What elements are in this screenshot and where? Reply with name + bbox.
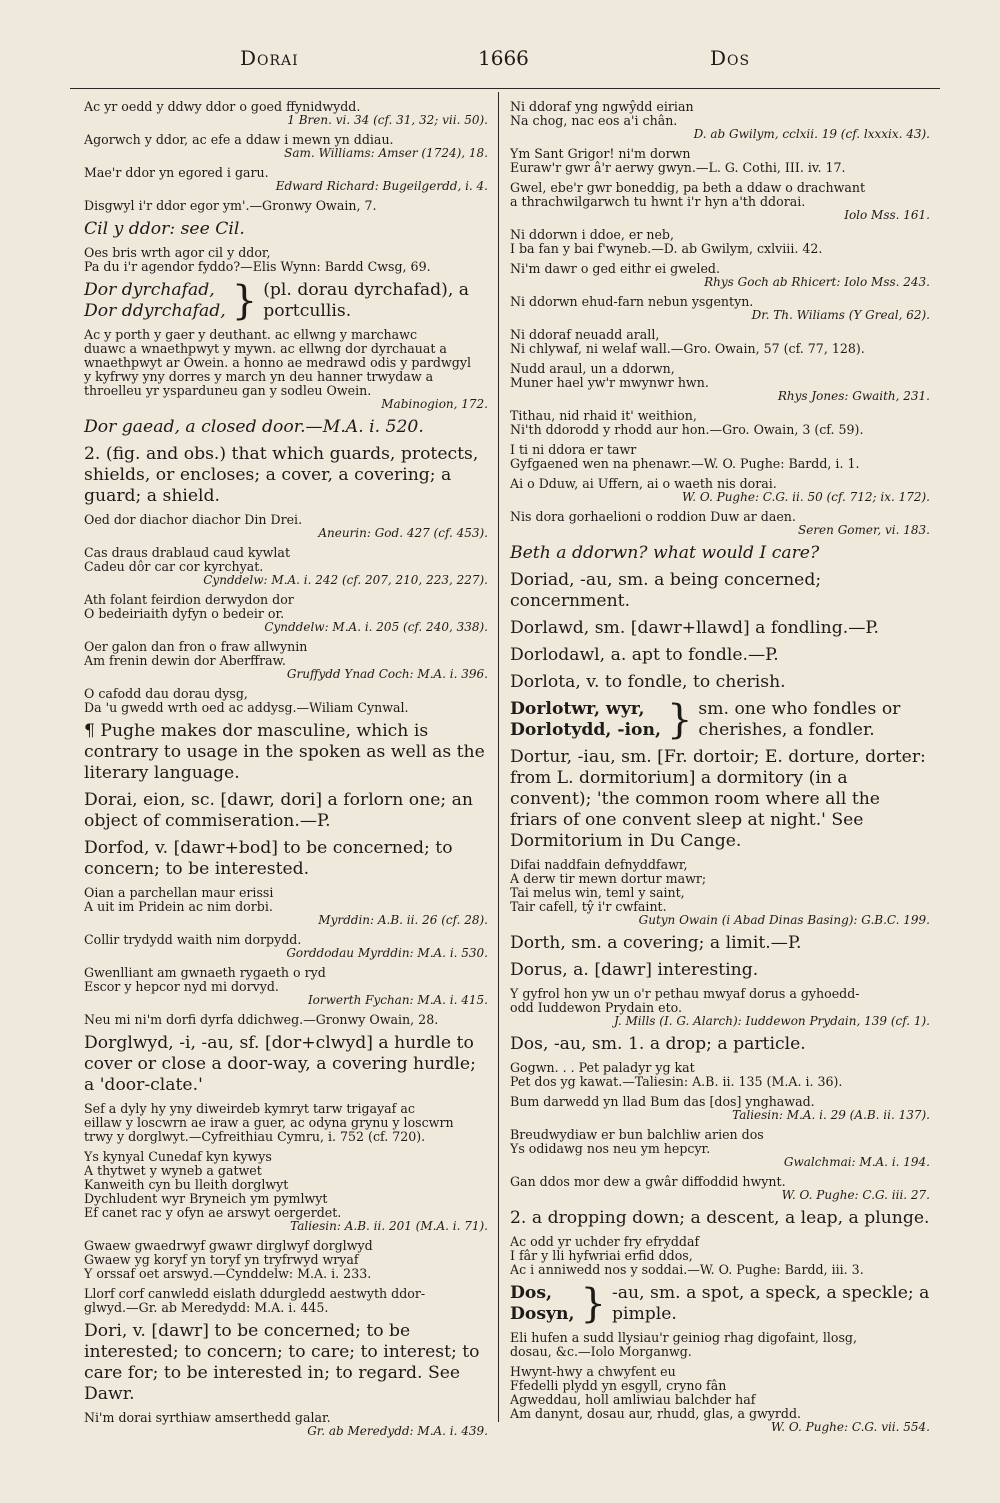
quote-line: Gwenlliant am gwnaeth rygaeth o ryd bbox=[84, 966, 326, 980]
page-header bbox=[60, 46, 940, 80]
quote-source: Gr. ab Meredydd: M.A. i. 439. bbox=[307, 1424, 488, 1438]
quotation bbox=[84, 100, 488, 127]
quote-source: Mabinogion, 172. bbox=[381, 397, 488, 411]
brace-glyph: } bbox=[580, 1281, 606, 1327]
headword-doriad: Doriad, -au, sm. a being concerned; concernment. bbox=[510, 570, 822, 611]
quotation bbox=[510, 858, 930, 927]
quote-line: Ni ddorwn i ddoe, er neb, bbox=[510, 228, 674, 242]
quotation bbox=[84, 593, 488, 634]
quote-line: Pa du i'r agendor fyddo?—Elis Wynn: Bardd Cwsg, 69. bbox=[84, 260, 431, 274]
quotation bbox=[84, 1287, 488, 1315]
quote-line: Oes bris wrth agor cil y ddor, bbox=[84, 246, 271, 260]
quote-line: Difai naddfain defnyddfawr, bbox=[510, 858, 688, 872]
quote-source: Edward Richard: Bugeilgerdd, i. 4. bbox=[275, 179, 488, 193]
headword-dorus: Dorus, a. [dawr] interesting. bbox=[510, 960, 759, 980]
quote-line: Ni ddorwn ehud-farn nebun ysgentyn. bbox=[510, 295, 754, 309]
quotation bbox=[84, 328, 488, 411]
quote-line: Hwynt-hwy a chwyfent eu bbox=[510, 1365, 676, 1379]
quotation bbox=[510, 1365, 930, 1434]
quotation bbox=[84, 246, 488, 274]
quote-line: Na chog, nac eos a'i chân. bbox=[510, 114, 678, 128]
quote-source: W. O. Pughe: C.G. vii. 554. bbox=[771, 1420, 930, 1434]
quote-line: Ni ddoraf yng ngwŷdd eirian bbox=[510, 100, 694, 114]
quote-source: Iorwerth Fychan: M.A. i. 415. bbox=[307, 993, 488, 1007]
quotation bbox=[510, 477, 930, 504]
quotation bbox=[84, 640, 488, 681]
quotation bbox=[510, 228, 930, 256]
quote-source: Taliesin: M.A. i. 29 (A.B. ii. 137). bbox=[732, 1108, 930, 1122]
quotation bbox=[84, 1150, 488, 1233]
headword-dorai: Dorai, eion, sc. [dawr, dori] a forlorn one; an object of commiseration.—P. bbox=[84, 790, 473, 831]
quote-source: Myrddin: A.B. ii. 26 (cf. 28). bbox=[318, 913, 488, 927]
quote-line: Nudd araul, un a ddorwn, bbox=[510, 362, 675, 376]
quote-line: Ffedelli plydd yn esgyll, cryno fân bbox=[510, 1379, 727, 1393]
quotation bbox=[510, 1128, 930, 1169]
quote-line: Collir trydydd waith nim dorpydd. bbox=[84, 933, 302, 947]
quotation bbox=[510, 1235, 930, 1277]
quote-line: Disgwyl i'r ddor egor ym'.—Gronwy Owain, 7. bbox=[84, 199, 377, 213]
quote-source: W. O. Pughe: C.G. ii. 50 (cf. 712; ix. 172). bbox=[682, 490, 930, 504]
quotation bbox=[510, 328, 930, 356]
quote-source: W. O. Pughe: C.G. iii. 27. bbox=[781, 1188, 930, 1202]
quotation bbox=[510, 987, 930, 1028]
quote-line: Sef a dyly hy yny diweirdeb kymryt tarw trigayaf ac bbox=[84, 1102, 415, 1116]
header-right-word: Dos bbox=[710, 46, 751, 70]
quote-line: Gan ddos mor dew a gwâr diffoddid hwynt. bbox=[510, 1175, 786, 1189]
quote-line: I ti ni ddora er tawr bbox=[510, 443, 637, 457]
quote-line: A derw tir mewn dortur mawr; bbox=[510, 872, 707, 886]
quote-line: a thrachwilgarwch tu hwnt i'r hyn a'th ddorai. bbox=[510, 195, 806, 209]
quote-source: Gutyn Owain (i Abad Dinas Basing): G.B.C. 199. bbox=[638, 913, 930, 927]
headword-dorfod: Dorfod, v. [dawr+bod] to be concerned; to concern; to be interested. bbox=[84, 838, 453, 879]
brace-term: Dorlotwr, wyr, bbox=[510, 699, 645, 719]
quote-line: Y orssaf oet arswyd.—Cynddelw: M.A. i. 233. bbox=[84, 1267, 372, 1281]
quote-line: Eli hufen a sudd llysiau'r geiniog rhag digofaint, llosg, bbox=[510, 1331, 857, 1345]
quote-source: Cynddelw: M.A. i. 205 (cf. 240, 338). bbox=[264, 620, 488, 634]
quotation bbox=[84, 1013, 488, 1027]
quotation bbox=[510, 1331, 930, 1359]
sense-2: 2. (fig. and obs.) that which guards, protects, shields, or encloses; a cover, a covering; a guard; a shield. bbox=[84, 444, 479, 506]
header-left-word: Dorai bbox=[240, 46, 299, 70]
quote-line: odd Iuddewon Prydain eto. bbox=[510, 1001, 683, 1015]
quote-line: Ai o Dduw, ai Uffern, ai o waeth nis dorai. bbox=[510, 477, 777, 491]
quotation bbox=[84, 546, 488, 587]
quote-line: O cafodd dau dorau dysg, bbox=[84, 687, 248, 701]
subentry-dor-dyrchafad bbox=[84, 280, 488, 322]
quote-line: Gogwn. . . Pet paladyr yg kat bbox=[510, 1061, 695, 1075]
quote-source: Gorddodau Myrddin: M.A. i. 530. bbox=[286, 946, 488, 960]
quote-line: Ac y porth y gaer y deuthant. ac ellwng y marchawc bbox=[84, 328, 417, 342]
quotation bbox=[84, 166, 488, 193]
quote-line: Agweddau, holl amliwiau balchder haf bbox=[510, 1393, 756, 1407]
quote-line: Muner hael yw'r mwynwr hwn. bbox=[510, 376, 709, 390]
quote-line: throelleu yr ysparduneu gan y sodleu Owein. bbox=[84, 384, 372, 398]
quotation bbox=[510, 1095, 930, 1122]
quote-line: trwy y dorglwyt.—Cyfreithiau Cymru, i. 752 (cf. 720). bbox=[84, 1130, 426, 1144]
quotation bbox=[510, 262, 930, 289]
column-divider bbox=[498, 92, 499, 1422]
quote-line: Ni'm dorai syrthiaw amserthedd galar. bbox=[84, 1411, 331, 1425]
quote-line: Oed dor diachor diachor Din Drei. bbox=[84, 513, 303, 527]
quote-line: Y gyfrol hon yw un o'r pethau mwyaf dorus a gyhoedd- bbox=[510, 987, 860, 1001]
quotation bbox=[510, 1061, 930, 1089]
quotation bbox=[84, 1239, 488, 1281]
quotation bbox=[510, 181, 930, 222]
quote-line: Bum darwedd yn llad Bum das [dos] ynghawad. bbox=[510, 1095, 815, 1109]
quote-line: Ym Sant Grigor! ni'm dorwn bbox=[510, 147, 691, 161]
page-number: 1666 bbox=[478, 46, 529, 70]
quote-line: Nis dora gorhaelioni o roddion Duw ar daen. bbox=[510, 510, 796, 524]
quote-line: I fâr y lli hyfwriai erfid ddos, bbox=[510, 1249, 693, 1263]
quote-line: Am frenin dewin dor Aberffraw. bbox=[84, 654, 286, 668]
brace-term: Dos, bbox=[510, 1283, 553, 1303]
quote-line: A uit im Pridein ac nim dorbi. bbox=[84, 900, 273, 914]
brace-term: Dorlotydd, -ion, bbox=[510, 720, 661, 740]
headword-dorlodawl: Dorlodawl, a. apt to fondle.—P. bbox=[510, 645, 779, 665]
brace-glyph: } bbox=[666, 697, 693, 743]
quote-line: Ys odidawg nos neu ym hepcyr. bbox=[510, 1142, 711, 1156]
quote-line: glwyd.—Gr. ab Meredydd: M.A. i. 445. bbox=[84, 1301, 329, 1315]
subentry-cil-y-ddor: Cil y ddor: see Cil. bbox=[84, 219, 245, 239]
subentry-beth-a-ddorwn: Beth a ddorwn? what would I care? bbox=[510, 543, 820, 563]
quotation bbox=[510, 409, 930, 437]
quote-source: Aneurin: God. 427 (cf. 453). bbox=[318, 526, 488, 540]
left-column bbox=[84, 100, 488, 1444]
quote-line: Ni'm dawr o ged eithr ei gweled. bbox=[510, 262, 720, 276]
quote-line: Tair cafell, tŷ i'r cwfaint. bbox=[510, 900, 667, 914]
quote-line: Ac i anniwedd nos y soddai.—W. O. Pughe: Bardd, iii. 3. bbox=[510, 1263, 864, 1277]
quote-line: Ef canet rac y ofyn ae arswyt oergerdet. bbox=[84, 1206, 342, 1220]
usage-note: ¶ Pughe makes dor masculine, which is contrary to usage in the spoken as well as the literary language. bbox=[84, 721, 485, 783]
brace-term: Dosyn, bbox=[510, 1304, 575, 1324]
quote-line: Ac yr oedd y ddwy ddor o goed ffynidwydd. bbox=[84, 100, 361, 114]
quote-line: Gwel, ebe'r gwr boneddig, pa beth a ddaw o drachwant bbox=[510, 181, 866, 195]
quotation bbox=[84, 1102, 488, 1144]
quote-source: Iolo Mss. 161. bbox=[844, 208, 930, 222]
quotation bbox=[84, 886, 488, 927]
quote-line: Kanweith cyn bu lleith dorglwyt bbox=[84, 1178, 289, 1192]
quote-line: y kyfrwy yny dorres y march yn deu hanner trwydaw a bbox=[84, 370, 434, 384]
quote-line: Pet dos yg kawat.—Taliesin: A.B. ii. 135 (M.A. i. 36). bbox=[510, 1075, 843, 1089]
headword-dorlawd: Dorlawd, sm. [dawr+llawd] a fondling.—P. bbox=[510, 618, 879, 638]
quote-source: Gwalchmai: M.A. i. 194. bbox=[783, 1155, 930, 1169]
brace-glyph: } bbox=[231, 278, 258, 324]
quote-line: Oian a parchellan maur erissi bbox=[84, 886, 274, 900]
quote-line: Escor y hepcor nyd mi dorvyd. bbox=[84, 980, 279, 994]
brace-terms bbox=[510, 1283, 575, 1325]
quote-line: Ni'th ddorodd y rhodd aur hon.—Gro. Owain, 3 (cf. 59). bbox=[510, 423, 864, 437]
headword-dorlotwr bbox=[510, 699, 930, 741]
headword-dos-dosyn bbox=[510, 1283, 930, 1325]
quote-line: Neu mi ni'm dorfi dyrfa ddichweg.—Gronwy Owain, 28. bbox=[84, 1013, 439, 1027]
quotation bbox=[84, 1411, 488, 1438]
quote-line: eillaw y loscwrn ae iraw a guer, ac odyna grynu y loscwrn bbox=[84, 1116, 454, 1130]
quote-line: dosau, &c.—Iolo Morganwg. bbox=[510, 1345, 692, 1359]
quote-source: D. ab Gwilym, cclxii. 19 (cf. lxxxix. 43). bbox=[693, 127, 930, 141]
quote-line: Ath folant feirdion derwydon dor bbox=[84, 593, 294, 607]
subentry-dor-gaead: Dor gaead, a closed door.—M.A. i. 520. bbox=[84, 417, 424, 437]
quote-line: Dychludent wyr Bryneich ym pymlwyt bbox=[84, 1192, 328, 1206]
quote-line: Cas draus drablaud caud kywlat bbox=[84, 546, 291, 560]
quotation bbox=[510, 147, 930, 175]
quote-source: Sam. Williams: Amser (1724), 18. bbox=[284, 146, 488, 160]
sense-dos-2: 2. a dropping down; a descent, a leap, a plunge. bbox=[510, 1208, 930, 1228]
brace-definition: (pl. dorau dyrchafad), a portcullis. bbox=[263, 280, 470, 321]
headword-dos: Dos, -au, sm. 1. a drop; a particle. bbox=[510, 1034, 806, 1054]
right-column bbox=[510, 100, 930, 1440]
quote-source: Gruffydd Ynad Coch: M.A. i. 396. bbox=[286, 667, 488, 681]
quotation bbox=[84, 966, 488, 1007]
quote-source: Rhys Goch ab Rhicert: Iolo Mss. 243. bbox=[704, 275, 930, 289]
header-rule bbox=[70, 88, 940, 89]
quotation bbox=[510, 1175, 930, 1202]
quote-line: Llorf corf canwledd eislath ddurgledd aestwyth ddor- bbox=[84, 1287, 426, 1301]
quote-source: J. Mills (I. G. Alarch): Iuddewon Prydain, 139 (cf. 1). bbox=[614, 1014, 930, 1028]
quote-line: Ac odd yr uchder fry efryddaf bbox=[510, 1235, 700, 1249]
quote-source: 1 Bren. vi. 34 (cf. 31, 32; vii. 50). bbox=[287, 113, 488, 127]
headword-dori: Dori, v. [dawr] to be concerned; to be interested; to concern; to care; to interest; to care for; to be interested in; to regard. See Dawr. bbox=[84, 1321, 480, 1404]
quote-line: Gwaew yg koryf yn toryf yn tryfrwyd wryaf bbox=[84, 1253, 359, 1267]
quote-line: wnaethpwyt ar Owein. a honno ae medrawd odis y pardwgyl bbox=[84, 356, 471, 370]
quotation bbox=[510, 295, 930, 322]
quote-line: Mae'r ddor yn egored i garu. bbox=[84, 166, 269, 180]
headword-dorglwyd: Dorglwyd, -i, -au, sf. [dor+clwyd] a hurdle to cover or close a door-way, a covering hurdle; a 'door-clate.' bbox=[84, 1033, 476, 1095]
quote-line: Tithau, nid rhaid it' weithion, bbox=[510, 409, 697, 423]
headword-dorlota: Dorlota, v. to fondle, to cherish. bbox=[510, 672, 786, 692]
brace-term: Dor dyrchafad, bbox=[84, 280, 215, 300]
brace-term: Dor ddyrchafad, bbox=[84, 301, 226, 321]
quote-line: O bedeiriaith dyfyn o bedeir or. bbox=[84, 607, 285, 621]
quote-source: Dr. Th. Wiliams (Y Greal, 62). bbox=[751, 308, 930, 322]
quote-source: Rhys Jones: Gwaith, 231. bbox=[777, 389, 930, 403]
quote-line: Ys kynyal Cunedaf kyn kywys bbox=[84, 1150, 272, 1164]
quotation bbox=[510, 362, 930, 403]
quote-line: Ni ddoraf neuadd arall, bbox=[510, 328, 660, 342]
quote-line: Da 'u gwedd wrth oed ac addysg.—Wiliam Cynwal. bbox=[84, 701, 409, 715]
quote-line: I ba fan y bai f'wyneb.—D. ab Gwilym, cxlviii. 42. bbox=[510, 242, 823, 256]
quotation bbox=[84, 133, 488, 160]
quote-line: Am danynt, dosau aur, rhudd, glas, a gwyrdd. bbox=[510, 1407, 802, 1421]
quotation bbox=[84, 513, 488, 540]
quote-line: Gyfgaened wen na phenawr.—W. O. Pughe: Bardd, i. 1. bbox=[510, 457, 860, 471]
quote-line: Euraw'r gwr â'r aerwy gwyn.—L. G. Cothi, III. iv. 17. bbox=[510, 161, 846, 175]
quote-line: duawc a wnaethpwyt y mywn. ac ellwng dor dyrchauat a bbox=[84, 342, 447, 356]
brace-terms bbox=[510, 699, 661, 741]
quotation bbox=[84, 933, 488, 960]
quote-line: Gwaew gwaedrwyf gwawr dirglwyf dorglwyd bbox=[84, 1239, 373, 1253]
quote-line: Breudwydiaw er bun balchliw arien dos bbox=[510, 1128, 764, 1142]
quote-source: Taliesin: A.B. ii. 201 (M.A. i. 71). bbox=[290, 1219, 488, 1233]
quote-line: Agorwch y ddor, ac efe a ddaw i mewn yn ddiau. bbox=[84, 133, 394, 147]
quote-line: Cadeu dôr car cor kyrchyat. bbox=[84, 560, 264, 574]
quote-source: Cynddelw: M.A. i. 242 (cf. 207, 210, 223, 227). bbox=[203, 573, 488, 587]
quote-line: Oer galon dan fron o fraw allwynin bbox=[84, 640, 308, 654]
quote-line: Tai melus win, teml y saint, bbox=[510, 886, 685, 900]
quotation bbox=[84, 687, 488, 715]
quote-line: Ni chlywaf, ni welaf wall.—Gro. Owain, 57 (cf. 77, 128). bbox=[510, 342, 865, 356]
quotation bbox=[84, 199, 488, 213]
quotation bbox=[510, 510, 930, 537]
headword-dortur: Dortur, -iau, sm. [Fr. dortoir; E. dorture, dorter: from L. dormitorium] a dormitory (in a convent); 'the common room where all the friars of one convent sleep at night.' See Dormitorium in Du Cange. bbox=[510, 747, 926, 851]
brace-definition: sm. one who fondles or cherishes, a fondler. bbox=[698, 699, 901, 740]
quote-source: Seren Gomer, vi. 183. bbox=[797, 523, 930, 537]
brace-terms bbox=[84, 280, 226, 322]
quotation bbox=[510, 443, 930, 471]
brace-definition: -au, sm. a spot, a speck, a speckle; a pimple. bbox=[611, 1283, 930, 1324]
quote-line: A thytwet y wyneb a gatwet bbox=[84, 1164, 262, 1178]
headword-dorth: Dorth, sm. a covering; a limit.—P. bbox=[510, 933, 802, 953]
quotation bbox=[510, 100, 930, 141]
